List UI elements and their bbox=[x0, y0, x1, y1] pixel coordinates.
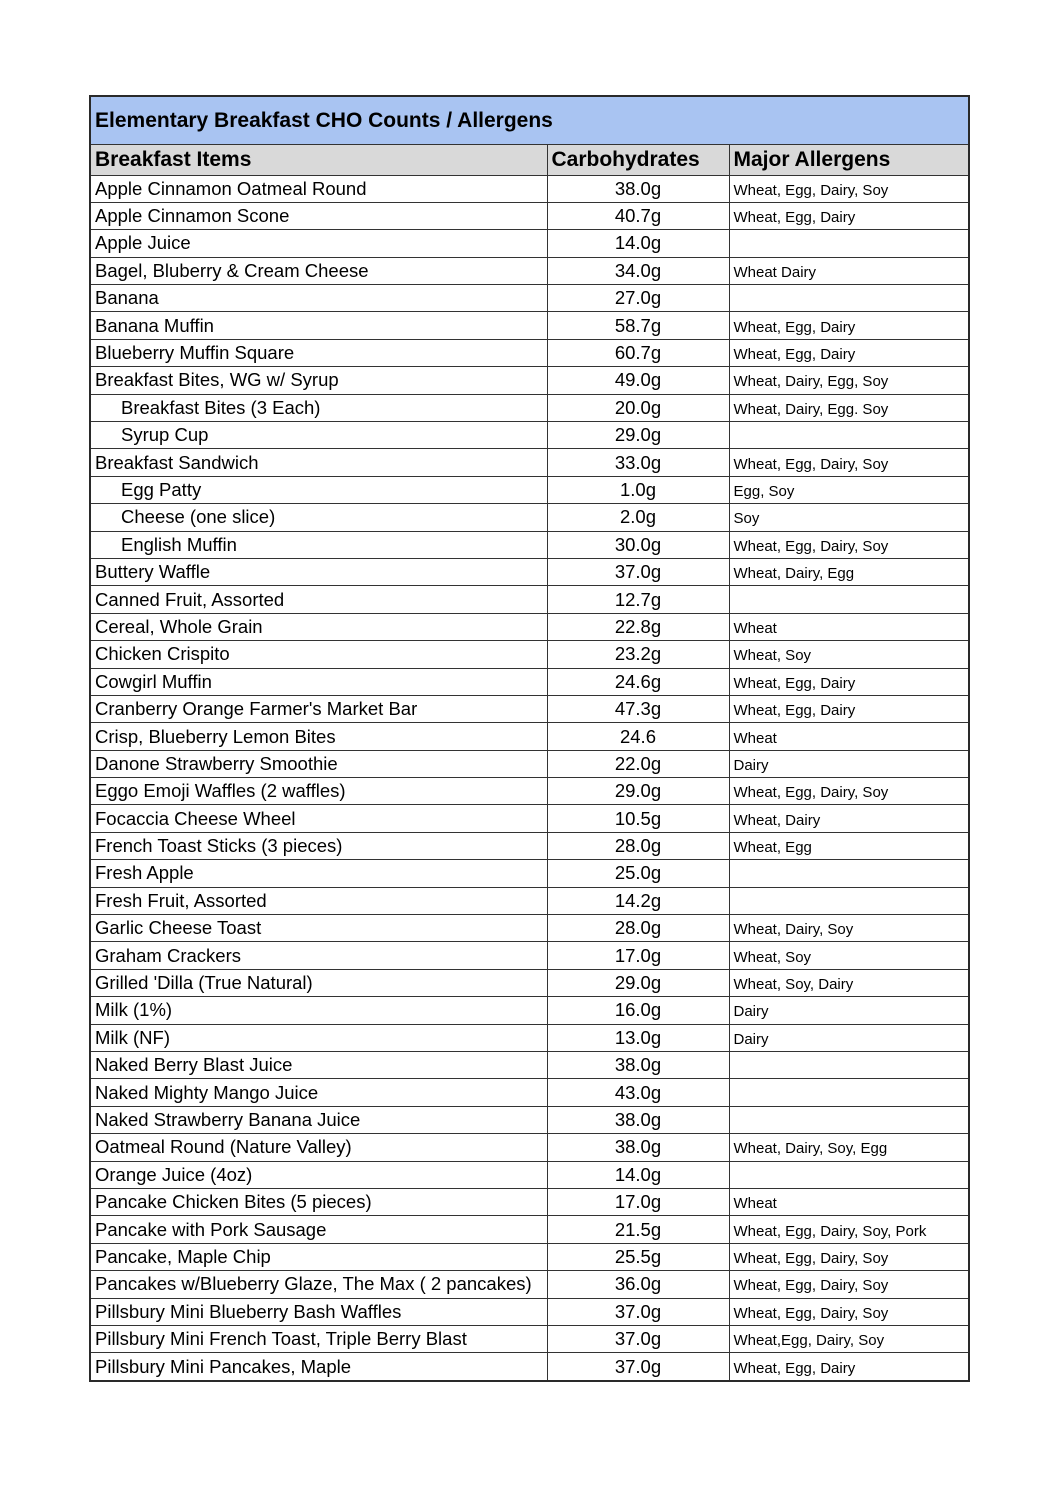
allergens-cell: Egg, Soy bbox=[729, 476, 968, 503]
carbohydrates-cell: 38.0g bbox=[547, 1052, 729, 1079]
allergens-cell: Wheat, Egg, Dairy, Soy bbox=[729, 531, 968, 558]
item-cell: Banana Muffin bbox=[91, 312, 547, 339]
carbohydrates-cell: 10.5g bbox=[547, 805, 729, 832]
item-cell: Graham Crackers bbox=[91, 942, 547, 969]
allergens-cell: Wheat, Soy, Dairy bbox=[729, 969, 968, 996]
table-row bbox=[91, 887, 968, 914]
table-row bbox=[91, 1216, 968, 1243]
item-cell: Pancake Chicken Bites (5 pieces) bbox=[91, 1188, 547, 1215]
table-body bbox=[91, 175, 968, 1380]
allergens-cell: Wheat, Egg, Dairy bbox=[729, 339, 968, 366]
table-row bbox=[91, 175, 968, 202]
table-row bbox=[91, 394, 968, 421]
breakfast-table bbox=[91, 145, 968, 1380]
allergens-cell: Wheat, Egg, Dairy, Soy bbox=[729, 1298, 968, 1325]
allergens-cell: Wheat, Egg, Dairy bbox=[729, 312, 968, 339]
carbohydrates-cell: 17.0g bbox=[547, 942, 729, 969]
carbohydrates-cell: 21.5g bbox=[547, 1216, 729, 1243]
table-row bbox=[91, 860, 968, 887]
carbohydrates-cell: 2.0g bbox=[547, 504, 729, 531]
table-title: Elementary Breakfast CHO Counts / Allergens bbox=[91, 97, 968, 145]
carbohydrates-cell: 12.7g bbox=[547, 586, 729, 613]
header-carbohydrates: Carbohydrates bbox=[547, 145, 729, 175]
allergens-cell: Wheat,Egg, Dairy, Soy bbox=[729, 1325, 968, 1352]
table-row bbox=[91, 1353, 968, 1380]
table-row bbox=[91, 257, 968, 284]
item-cell: French Toast Sticks (3 pieces) bbox=[91, 832, 547, 859]
table-row bbox=[91, 367, 968, 394]
carbohydrates-cell: 29.0g bbox=[547, 778, 729, 805]
allergens-cell bbox=[729, 860, 968, 887]
allergens-cell bbox=[729, 887, 968, 914]
item-cell: Garlic Cheese Toast bbox=[91, 915, 547, 942]
item-cell: Pillsbury Mini Pancakes, Maple bbox=[91, 1353, 547, 1380]
item-cell: Bagel, Bluberry & Cream Cheese bbox=[91, 257, 547, 284]
carbohydrates-cell: 25.0g bbox=[547, 860, 729, 887]
table-row bbox=[91, 449, 968, 476]
allergens-cell bbox=[729, 422, 968, 449]
carbohydrates-cell: 13.0g bbox=[547, 1024, 729, 1051]
allergens-cell: Dairy bbox=[729, 750, 968, 777]
carbohydrates-cell: 14.2g bbox=[547, 887, 729, 914]
table-row bbox=[91, 1161, 968, 1188]
table-row bbox=[91, 339, 968, 366]
allergens-cell: Wheat, Dairy, Soy bbox=[729, 915, 968, 942]
item-cell: Oatmeal Round (Nature Valley) bbox=[91, 1134, 547, 1161]
table-row bbox=[91, 312, 968, 339]
item-cell: Pancakes w/Blueberry Glaze, The Max ( 2 pancakes) bbox=[91, 1271, 547, 1298]
carbohydrates-cell: 17.0g bbox=[547, 1188, 729, 1215]
allergens-cell bbox=[729, 285, 968, 312]
allergens-cell bbox=[729, 1052, 968, 1079]
carbohydrates-cell: 20.0g bbox=[547, 394, 729, 421]
table-row bbox=[91, 586, 968, 613]
allergens-cell: Wheat, Egg, Dairy, Soy bbox=[729, 1271, 968, 1298]
table-row bbox=[91, 558, 968, 585]
carbohydrates-cell: 37.0g bbox=[547, 1325, 729, 1352]
item-cell: Naked Mighty Mango Juice bbox=[91, 1079, 547, 1106]
table-row bbox=[91, 750, 968, 777]
allergens-cell bbox=[729, 586, 968, 613]
allergens-cell: Wheat bbox=[729, 723, 968, 750]
carbohydrates-cell: 25.5g bbox=[547, 1243, 729, 1270]
item-cell: Pillsbury Mini French Toast, Triple Berry Blast bbox=[91, 1325, 547, 1352]
header-major-allergens: Major Allergens bbox=[729, 145, 968, 175]
header-row bbox=[91, 145, 968, 175]
table-row bbox=[91, 915, 968, 942]
item-cell: Danone Strawberry Smoothie bbox=[91, 750, 547, 777]
table-row bbox=[91, 230, 968, 257]
allergens-cell: Wheat, Soy bbox=[729, 942, 968, 969]
carbohydrates-cell: 40.7g bbox=[547, 202, 729, 229]
item-cell: Milk (1%) bbox=[91, 997, 547, 1024]
item-cell: Cranberry Orange Farmer's Market Bar bbox=[91, 695, 547, 722]
allergens-cell: Dairy bbox=[729, 1024, 968, 1051]
carbohydrates-cell: 28.0g bbox=[547, 915, 729, 942]
allergens-cell: Wheat, Dairy, Egg. Soy bbox=[729, 394, 968, 421]
table-row bbox=[91, 997, 968, 1024]
table-row bbox=[91, 1243, 968, 1270]
allergens-cell: Wheat bbox=[729, 613, 968, 640]
carbohydrates-cell: 58.7g bbox=[547, 312, 729, 339]
carbohydrates-cell: 38.0g bbox=[547, 1106, 729, 1133]
table-row bbox=[91, 1298, 968, 1325]
carbohydrates-cell: 27.0g bbox=[547, 285, 729, 312]
carbohydrates-cell: 49.0g bbox=[547, 367, 729, 394]
carbohydrates-cell: 23.2g bbox=[547, 641, 729, 668]
table-row bbox=[91, 969, 968, 996]
item-cell: Breakfast Sandwich bbox=[91, 449, 547, 476]
item-cell: Breakfast Bites (3 Each) bbox=[91, 394, 547, 421]
carbohydrates-cell: 14.0g bbox=[547, 230, 729, 257]
carbohydrates-cell: 24.6g bbox=[547, 668, 729, 695]
allergens-cell: Wheat Dairy bbox=[729, 257, 968, 284]
table-row bbox=[91, 476, 968, 503]
table-row bbox=[91, 1134, 968, 1161]
carbohydrates-cell: 28.0g bbox=[547, 832, 729, 859]
allergens-cell: Wheat, Egg, Dairy, Soy bbox=[729, 175, 968, 202]
table-row bbox=[91, 668, 968, 695]
table-row bbox=[91, 504, 968, 531]
carbohydrates-cell: 33.0g bbox=[547, 449, 729, 476]
allergens-cell: Wheat, Egg, Dairy, Soy, Pork bbox=[729, 1216, 968, 1243]
carbohydrates-cell: 37.0g bbox=[547, 558, 729, 585]
allergens-cell: Soy bbox=[729, 504, 968, 531]
carbohydrates-cell: 43.0g bbox=[547, 1079, 729, 1106]
item-cell: English Muffin bbox=[91, 531, 547, 558]
table-row bbox=[91, 422, 968, 449]
item-cell: Pancake, Maple Chip bbox=[91, 1243, 547, 1270]
carbohydrates-cell: 1.0g bbox=[547, 476, 729, 503]
item-cell: Banana bbox=[91, 285, 547, 312]
table-row bbox=[91, 1052, 968, 1079]
item-cell: Orange Juice (4oz) bbox=[91, 1161, 547, 1188]
item-cell: Cereal, Whole Grain bbox=[91, 613, 547, 640]
table-row bbox=[91, 531, 968, 558]
allergens-cell: Wheat, Egg, Dairy, Soy bbox=[729, 1243, 968, 1270]
allergens-cell: Wheat, Egg, Dairy bbox=[729, 695, 968, 722]
table-row bbox=[91, 805, 968, 832]
table-row bbox=[91, 202, 968, 229]
carbohydrates-cell: 22.8g bbox=[547, 613, 729, 640]
item-cell: Cowgirl Muffin bbox=[91, 668, 547, 695]
item-cell: Breakfast Bites, WG w/ Syrup bbox=[91, 367, 547, 394]
item-cell: Apple Juice bbox=[91, 230, 547, 257]
item-cell: Syrup Cup bbox=[91, 422, 547, 449]
item-cell: Pillsbury Mini Blueberry Bash Waffles bbox=[91, 1298, 547, 1325]
table-row bbox=[91, 723, 968, 750]
carbohydrates-cell: 38.0g bbox=[547, 175, 729, 202]
carbohydrates-cell: 36.0g bbox=[547, 1271, 729, 1298]
allergens-cell bbox=[729, 230, 968, 257]
item-cell: Buttery Waffle bbox=[91, 558, 547, 585]
carbohydrates-cell: 38.0g bbox=[547, 1134, 729, 1161]
carbohydrates-cell: 37.0g bbox=[547, 1298, 729, 1325]
allergens-cell: Wheat bbox=[729, 1188, 968, 1215]
table-row bbox=[91, 1024, 968, 1051]
carbohydrates-cell: 30.0g bbox=[547, 531, 729, 558]
table-row bbox=[91, 778, 968, 805]
item-cell: Blueberry Muffin Square bbox=[91, 339, 547, 366]
item-cell: Naked Berry Blast Juice bbox=[91, 1052, 547, 1079]
carbohydrates-cell: 34.0g bbox=[547, 257, 729, 284]
allergens-cell: Wheat, Egg, Dairy, Soy bbox=[729, 449, 968, 476]
carbohydrates-cell: 16.0g bbox=[547, 997, 729, 1024]
item-cell: Focaccia Cheese Wheel bbox=[91, 805, 547, 832]
item-cell: Chicken Crispito bbox=[91, 641, 547, 668]
allergens-cell: Wheat, Egg bbox=[729, 832, 968, 859]
allergen-table-sheet bbox=[89, 95, 970, 1382]
allergens-cell: Wheat, Egg, Dairy bbox=[729, 1353, 968, 1380]
item-cell: Grilled 'Dilla (True Natural) bbox=[91, 969, 547, 996]
item-cell: Milk (NF) bbox=[91, 1024, 547, 1051]
carbohydrates-cell: 29.0g bbox=[547, 422, 729, 449]
carbohydrates-cell: 37.0g bbox=[547, 1353, 729, 1380]
table-row bbox=[91, 285, 968, 312]
allergens-cell: Dairy bbox=[729, 997, 968, 1024]
table-row bbox=[91, 695, 968, 722]
carbohydrates-cell: 22.0g bbox=[547, 750, 729, 777]
table-row bbox=[91, 1106, 968, 1133]
carbohydrates-cell: 47.3g bbox=[547, 695, 729, 722]
carbohydrates-cell: 24.6 bbox=[547, 723, 729, 750]
item-cell: Pancake with Pork Sausage bbox=[91, 1216, 547, 1243]
carbohydrates-cell: 29.0g bbox=[547, 969, 729, 996]
item-cell: Egg Patty bbox=[91, 476, 547, 503]
allergens-cell: Wheat, Dairy, Soy, Egg bbox=[729, 1134, 968, 1161]
table-row bbox=[91, 1188, 968, 1215]
item-cell: Fresh Apple bbox=[91, 860, 547, 887]
item-cell: Cheese (one slice) bbox=[91, 504, 547, 531]
item-cell: Apple Cinnamon Scone bbox=[91, 202, 547, 229]
item-cell: Fresh Fruit, Assorted bbox=[91, 887, 547, 914]
item-cell: Eggo Emoji Waffles (2 waffles) bbox=[91, 778, 547, 805]
allergens-cell: Wheat, Dairy, Egg, Soy bbox=[729, 367, 968, 394]
allergens-cell: Wheat, Egg, Dairy bbox=[729, 668, 968, 695]
item-cell: Canned Fruit, Assorted bbox=[91, 586, 547, 613]
table-row bbox=[91, 832, 968, 859]
table-row bbox=[91, 1271, 968, 1298]
carbohydrates-cell: 14.0g bbox=[547, 1161, 729, 1188]
allergens-cell bbox=[729, 1079, 968, 1106]
allergens-cell: Wheat, Egg, Dairy, Soy bbox=[729, 778, 968, 805]
allergens-cell bbox=[729, 1106, 968, 1133]
table-row bbox=[91, 1079, 968, 1106]
item-cell: Naked Strawberry Banana Juice bbox=[91, 1106, 547, 1133]
header-breakfast-items: Breakfast Items bbox=[91, 145, 547, 175]
table-row bbox=[91, 641, 968, 668]
table-row bbox=[91, 613, 968, 640]
item-cell: Crisp, Blueberry Lemon Bites bbox=[91, 723, 547, 750]
carbohydrates-cell: 60.7g bbox=[547, 339, 729, 366]
item-cell: Apple Cinnamon Oatmeal Round bbox=[91, 175, 547, 202]
table-row bbox=[91, 942, 968, 969]
table-row bbox=[91, 1325, 968, 1352]
allergens-cell: Wheat, Egg, Dairy bbox=[729, 202, 968, 229]
allergens-cell: Wheat, Dairy bbox=[729, 805, 968, 832]
allergens-cell bbox=[729, 1161, 968, 1188]
allergens-cell: Wheat, Soy bbox=[729, 641, 968, 668]
allergens-cell: Wheat, Dairy, Egg bbox=[729, 558, 968, 585]
